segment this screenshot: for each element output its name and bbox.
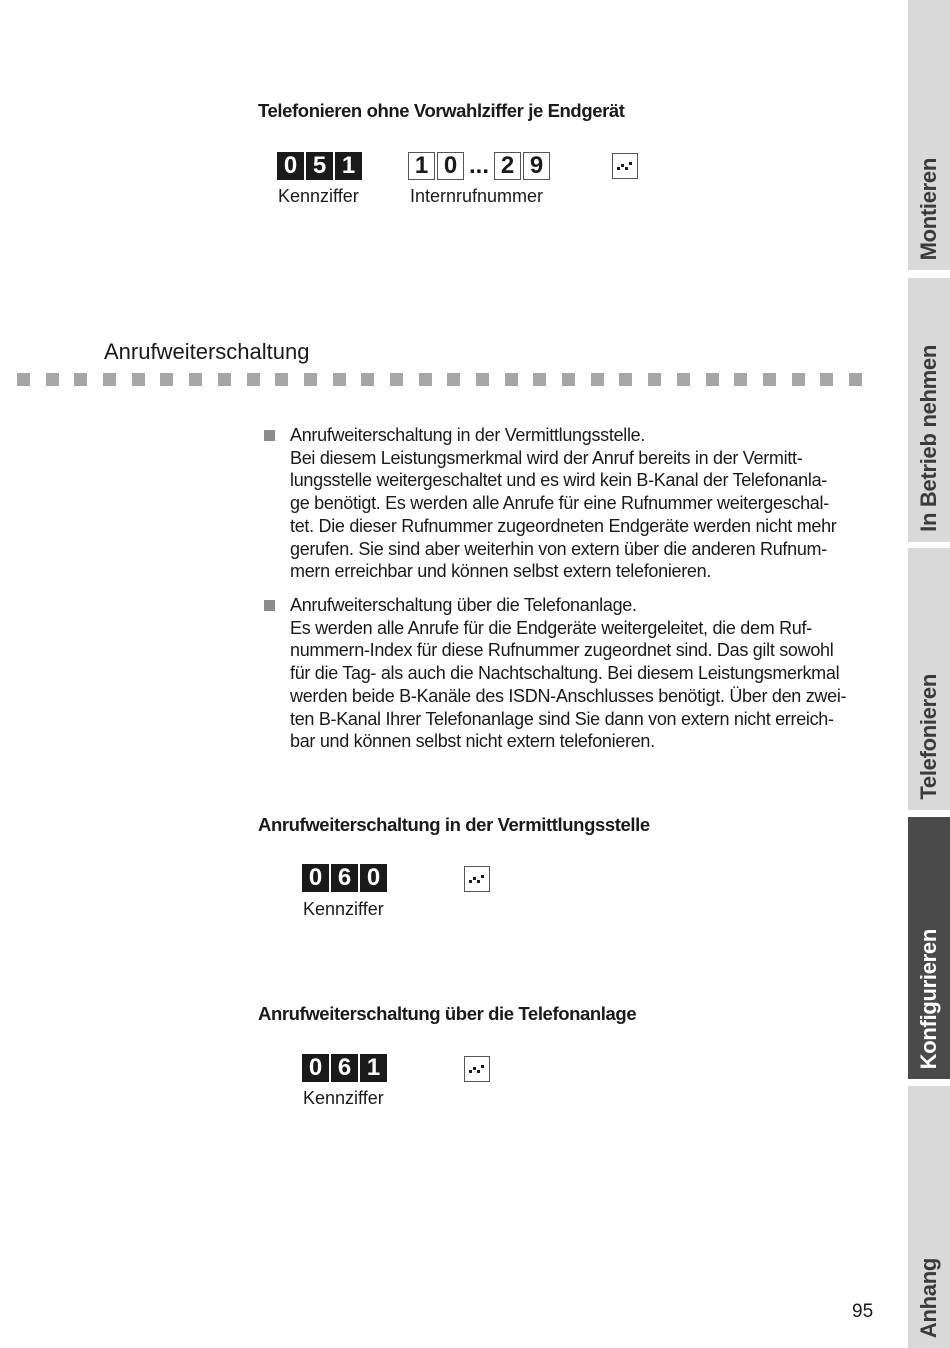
bullet-square-icon — [264, 600, 275, 611]
digit-key: 0 — [437, 152, 464, 180]
bullet-line: bar und können selbst nicht extern telefonieren. — [290, 731, 655, 752]
tab-telefonieren[interactable] — [908, 548, 950, 810]
tab-label: Anhang — [916, 1257, 941, 1338]
tab-label: Montieren — [916, 157, 941, 260]
hook-flash-icon — [464, 1056, 490, 1082]
code-key-group — [277, 152, 362, 180]
page-number: 95 — [852, 1301, 874, 1322]
digit-key: 9 — [523, 152, 550, 180]
tab-label: Telefonieren — [916, 674, 941, 800]
code-key: 1 — [360, 1054, 387, 1082]
bullet-item — [264, 594, 846, 753]
code-caption: Kennziffer — [278, 186, 359, 206]
bullet-line: tet. Die dieser Rufnummer zugeordneten Endgeräte werden nicht mehr — [290, 515, 837, 536]
tab-label: Konfigurieren — [916, 928, 941, 1069]
bullet-line: Anrufweiterschaltung über die Telefonanlage. — [290, 595, 637, 615]
bullet-square-icon — [264, 430, 275, 441]
code-key-group — [302, 864, 387, 892]
hook-flash-icon — [612, 153, 638, 179]
bullet-item — [264, 424, 837, 583]
tab-label: In Betrieb nehmen — [916, 345, 941, 532]
code-caption: Kennziffer — [303, 1088, 384, 1108]
code-key: 6 — [331, 1054, 358, 1082]
bullet-line: werden beide B-Kanäle des ISDN-Anschlusses benötigt. Über den zwei- — [290, 685, 847, 706]
bullet-line: ten B-Kanal Ihrer Telefonanlage sind Sie dann von extern nicht erreich- — [290, 708, 834, 729]
code-key-group — [302, 1054, 387, 1082]
code-key: 1 — [335, 152, 362, 180]
digit-key: 2 — [494, 152, 521, 180]
section-heading-exchange-forwarding: Anrufweiterschaltung in der Vermittlungsstelle — [258, 814, 650, 835]
range-ellipsis: ... — [468, 152, 489, 179]
section-heading-internal-dial: Telefonieren ohne Vorwahlziffer je Endgerät — [258, 100, 625, 121]
bullet-line: mern erreichbar und können selbst extern telefonieren. — [290, 561, 712, 582]
bullet-line: für die Tag- als auch die Nachtschaltung. Bei diesem Leistungsmerkmal — [290, 663, 840, 684]
dotted-separator — [17, 373, 878, 386]
hook-flash-icon — [464, 866, 490, 892]
bullet-line: nummern-Index für diese Rufnummer zugeordnet sind. Das gilt sowohl — [290, 640, 834, 661]
code-key: 0 — [360, 864, 387, 892]
tab-konfigurieren[interactable] — [908, 817, 950, 1079]
code-key: 6 — [331, 864, 358, 892]
range-caption: Internrufnummer — [410, 186, 544, 206]
code-key: 0 — [277, 152, 304, 180]
bullet-line: gerufen. Sie sind aber weiterhin von extern über die anderen Rufnum- — [290, 538, 827, 559]
bullet-line: lungsstelle weitergeschaltet und es wird kein B-Kanal der Telefonanla- — [290, 470, 827, 491]
bullet-line: Anrufweiterschaltung in der Vermittlungsstelle. — [290, 425, 646, 445]
tab-in-betrieb-nehmen[interactable] — [908, 278, 950, 542]
digit-key: 1 — [408, 152, 435, 180]
code-key: 0 — [302, 1054, 329, 1082]
section-heading-pbx-forwarding: Anrufweiterschaltung über die Telefonanlage — [258, 1003, 637, 1024]
internal-number-range — [408, 152, 550, 180]
code-caption: Kennziffer — [303, 899, 384, 919]
bullet-line: Bei diesem Leistungsmerkmal wird der Anruf bereits in der Vermitt- — [290, 447, 803, 468]
section-title: Anrufweiterschaltung — [104, 339, 310, 364]
bullet-line: ge benötigt. Es werden alle Anrufe für eine Rufnummer weitergeschal- — [290, 493, 829, 514]
code-key: 5 — [306, 152, 333, 180]
tab-montieren[interactable] — [908, 0, 950, 270]
bullet-line: Es werden alle Anrufe für die Endgeräte weitergeleitet, die dem Ruf- — [290, 617, 812, 638]
tab-anhang[interactable] — [908, 1086, 950, 1348]
code-key: 0 — [302, 864, 329, 892]
